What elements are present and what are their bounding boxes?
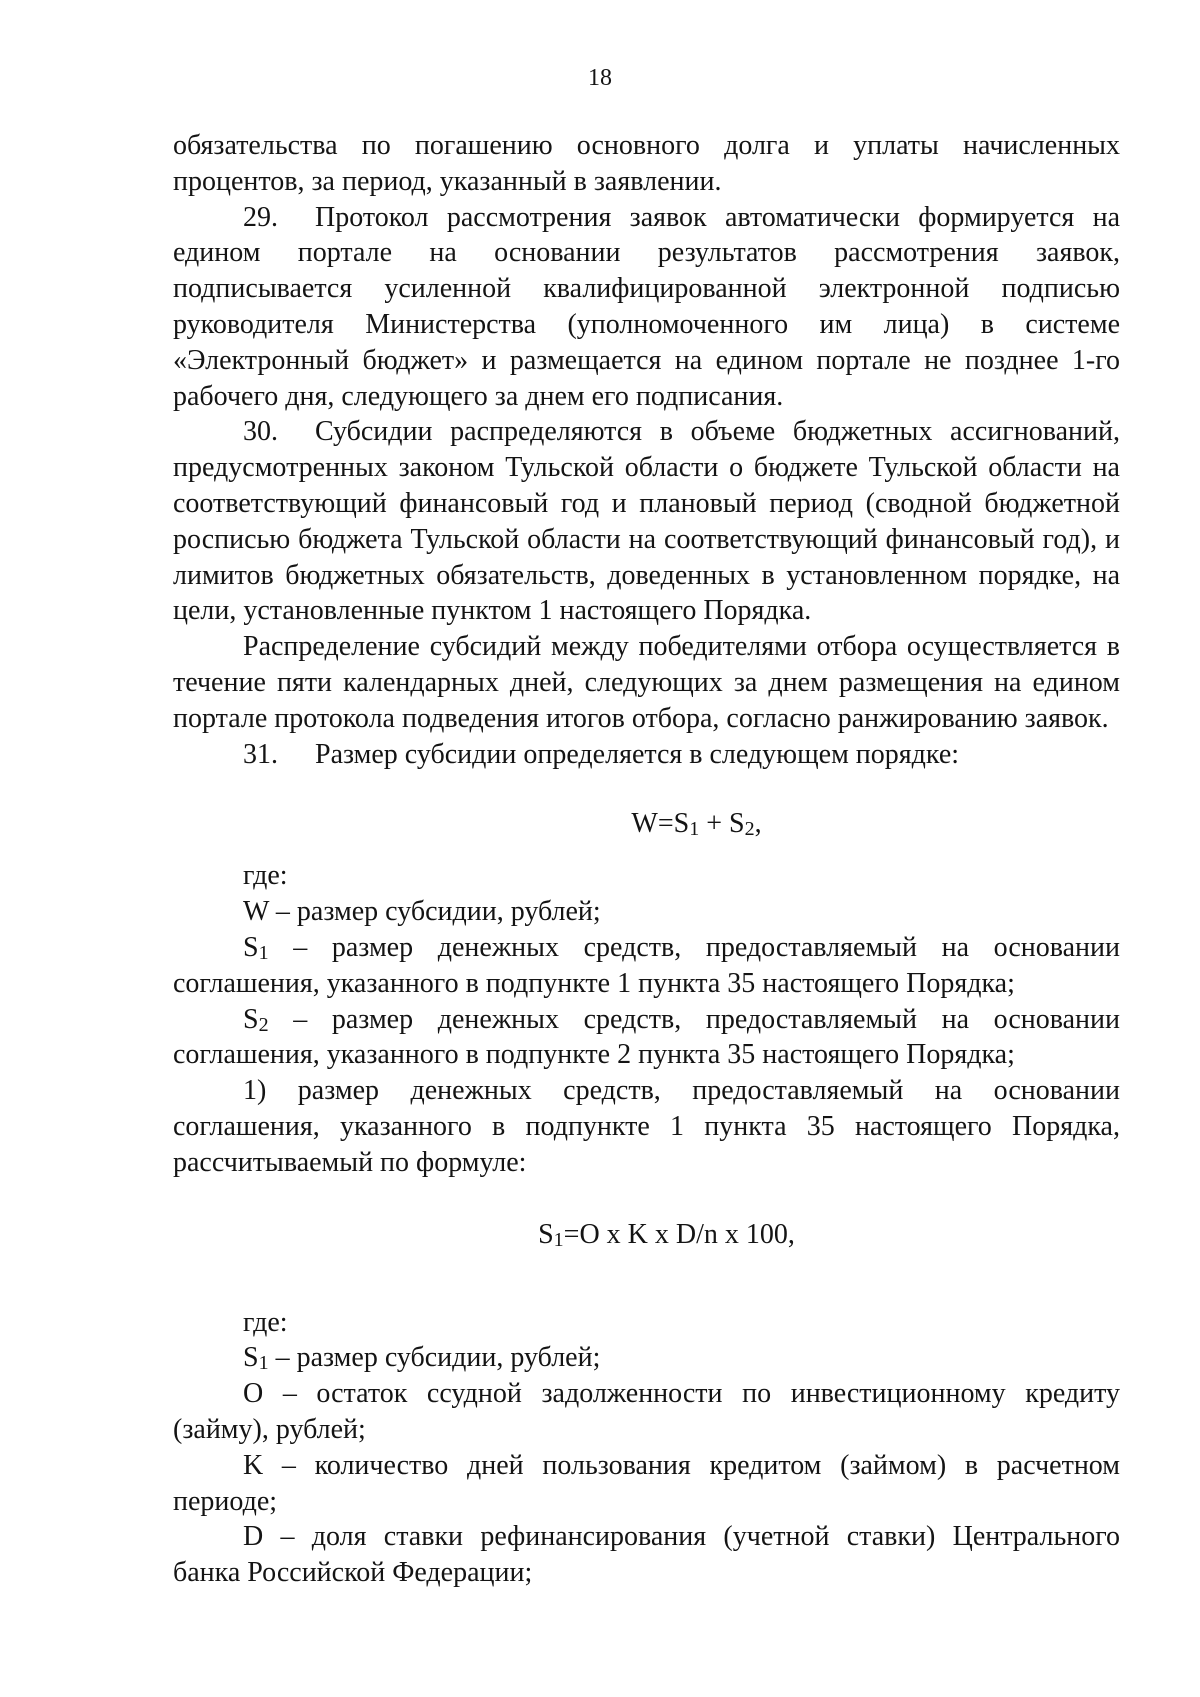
item-29-text: Протокол рассмотрения заявок автоматически формируется на едином портале на основании результатов рассмотрения заявок, подписывается усиленной квалифицированной электронной подписью руководителя Министерства (уполномоченного им лица) в системе «Электронный бюджет» и размещается на едином портале не позднее 1-го рабочего дня, следующего за днем его подписания. [173,201,1120,412]
definition-s2-sub: 2 [258,1013,269,1036]
formula-1-part-w: W=S [631,808,690,840]
definition-s1 [173,930,1120,1002]
formula-2-sub: 1 [553,1228,564,1251]
formula-1-sub-2: 2 [744,818,755,841]
definition-s2 [173,1002,1120,1074]
document-body [173,128,1120,1591]
item-31-number: 31. [243,738,278,770]
definition-d: D – доля ставки рефинансирования (учетной ставки) Центрального банка Российской Федерации; [173,1521,1120,1589]
paragraph-continuation-line2: процентов, за период, указанный в заявлении. [173,165,722,197]
definition-s1-sub: 1 [258,941,269,964]
paragraph-item-30 [173,414,1120,629]
definition-2-s1-text: – размер субсидии, рублей; [268,1342,601,1374]
item-29-number: 29. [243,201,278,233]
item-31-text: Размер субсидии определяется в следующем порядке: [315,738,960,770]
paragraph-continuation-line1: обязательства по погашению основного долга и уплаты начисленных [173,130,1120,161]
paragraph-item-29 [173,200,1120,415]
definition-o: O – остаток ссудной задолженности по инвестиционному кредиту (займу), рублей; [173,1378,1120,1445]
definition-k: K – количество дней пользования кредитом (займом) в расчетном периоде; [173,1449,1120,1517]
definition-s1-symbol: S [243,931,259,963]
formula-subsidy-total [173,806,1120,842]
subitem-1: 1) размер денежных средств, предоставляемый на основании соглашения, указанного в подпункте 1 пункта 35 настоящего Порядка, рассчитываемый по формуле: [173,1075,1120,1178]
definition-s2-text: – размер денежных средств, предоставляемый на основании соглашения, указанного в подпункте 2 пункта 35 настоящего Порядка; [173,1003,1120,1071]
definition-2-s1-symbol: S [243,1342,259,1374]
definition-where-2: где: [243,1306,288,1338]
definition-w: W – размер субсидии, рублей; [243,896,601,928]
definition-s1-subsidy [173,1340,1120,1376]
definition-s1-text: – размер денежных средств, предоставляемый на основании соглашения, указанного в подпункте 1 пункта 35 настоящего Порядка; [173,931,1120,999]
paragraph-item-31 [173,737,1120,773]
formula-1-tail: , [754,808,762,840]
formula-2-rest: =O x K x D/n x 100, [563,1218,795,1250]
formula-1-sub-1: 1 [689,818,700,841]
item-30-number: 30. [243,416,278,448]
formula-2-symbol: S [538,1218,554,1250]
definition-s2-symbol: S [243,1003,259,1035]
paragraph-distribution: Распределение субсидий между победителями отбора осуществляется в течение пяти календарных дней, следующих за днем размещения на едином портале протокола подведения итогов отбора, согласно ранжированию заявок. [173,631,1120,734]
page-number: 18 [588,65,612,91]
definition-2-s1-sub: 1 [258,1352,269,1375]
formula-1-part-plus: + S [699,808,745,840]
formula-s1 [173,1217,1120,1253]
item-30-text: Субсидии распределяются в объеме бюджетных ассигнований, предусмотренных законом Тульской области о бюджете Тульской области на соответствующий финансовый год и плановый период (сводной бюджетной росписью бюджета Тульской области на соответствующий финансовый год), и лимитов бюджетных обязательств, доведенных в установленном порядке, на цели, установленные пунктом 1 настоящего Порядка. [173,416,1120,627]
definition-where-1: где: [243,860,288,892]
